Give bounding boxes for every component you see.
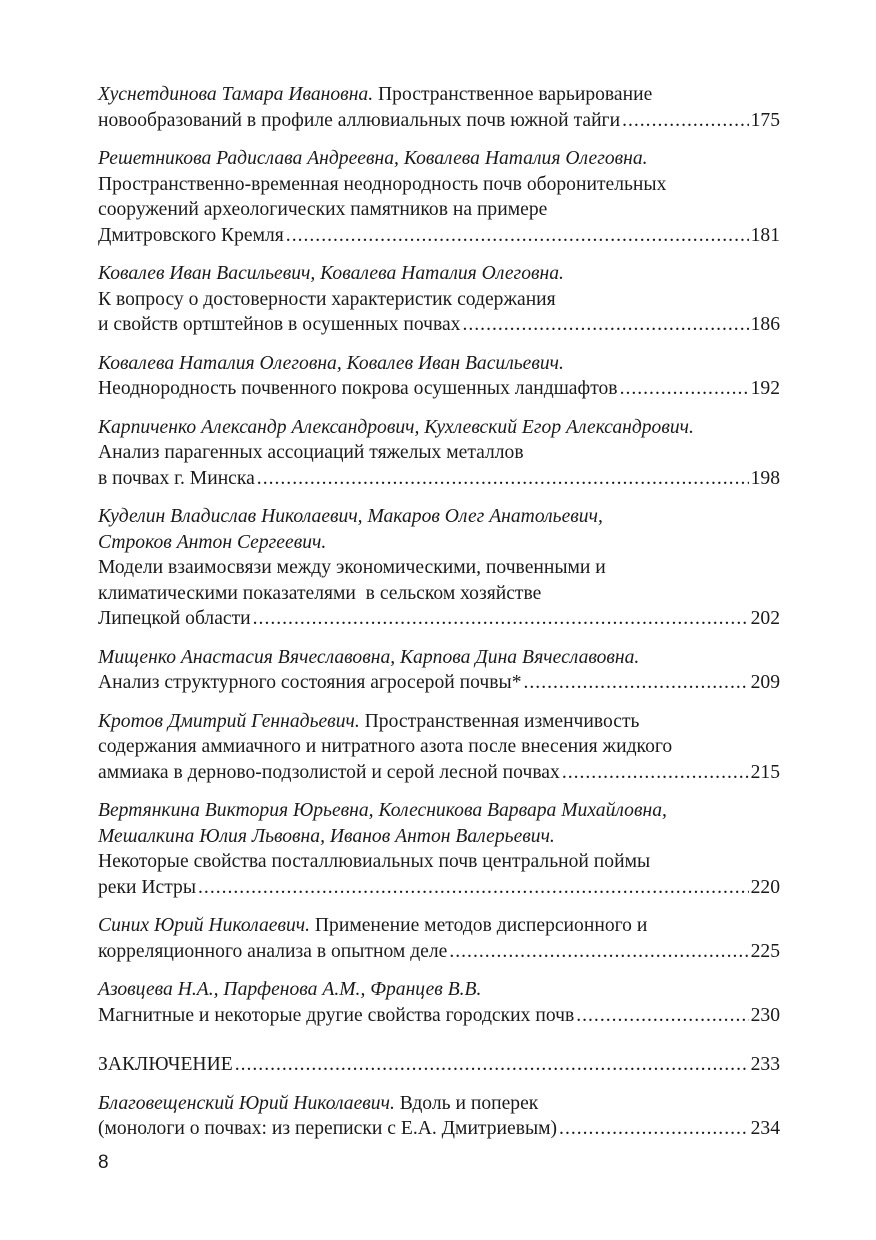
dot-leader [462, 312, 748, 338]
toc-entry-page: 215 [750, 761, 780, 783]
toc-entry-authors: Ковалева Наталия Олеговна, Ковалев Иван Васильевич. [98, 352, 564, 374]
toc-entry-authors: Вертянкина Виктория Юрьевна, Колесникова Варвара Михайловна, [98, 800, 667, 821]
toc-entry-page: 202 [750, 608, 780, 629]
toc-entry-title-end: новообразований в профиле аллювиальных почв южной тайги [98, 109, 621, 131]
toc-entry-title: климатическими показателями в сельском хозяйстве [98, 582, 542, 604]
toc-entry-authors: Благовещенский Юрий Николаевич. [98, 1092, 395, 1114]
toc-entry[interactable] [98, 1091, 780, 1142]
toc-entry[interactable] [98, 146, 780, 248]
dot-leader [257, 466, 749, 492]
toc-entry-title: Анализ парагенных ассоциаций тяжелых металлов [98, 442, 524, 463]
toc-entry[interactable] [98, 645, 780, 696]
toc-entry[interactable] [98, 82, 780, 133]
toc-entry-page: 181 [750, 224, 780, 246]
dot-leader [562, 760, 749, 786]
toc-entry-title-end: Липецкой области [98, 608, 251, 629]
toc-entry-authors: Решетникова Радислава Андреевна, Ковалева Наталия Олеговна. [98, 148, 648, 169]
table-of-contents [98, 82, 780, 1155]
toc-entry-page: 234 [750, 1118, 780, 1139]
toc-entry-title-end: Анализ структурного состояния агросерой почвы* [98, 672, 522, 693]
toc-entry[interactable] [98, 261, 780, 338]
dot-leader [286, 223, 749, 249]
toc-entry[interactable] [98, 709, 780, 786]
dot-leader [622, 108, 749, 134]
toc-entry-title: К вопросу о достоверности характеристик содержания [98, 288, 556, 310]
dot-leader [524, 670, 749, 696]
toc-entry-title: Вдоль и поперек [399, 1092, 539, 1114]
toc-entry-title-end: ЗАКЛЮЧЕНИЕ [98, 1054, 233, 1075]
toc-entry-authors: Хуснетдинова Тамара Ивановна. [98, 84, 374, 105]
toc-entry-title-end: и свойств ортштейнов в осушенных почвах [98, 314, 461, 335]
toc-entry-title: Применение методов дисперсионного и [314, 915, 648, 936]
toc-entry[interactable] [98, 415, 780, 492]
toc-entry[interactable] [98, 351, 780, 402]
page-number: 8 [98, 1152, 109, 1173]
dot-leader [449, 939, 748, 965]
dot-leader [576, 1003, 748, 1029]
toc-entry-authors: Мищенко Анастасия Вячеславовна, Карпова Дина Вячеславовна. [98, 646, 640, 668]
toc-entry-authors: Синих Юрий Николаевич. [98, 915, 310, 936]
toc-entry[interactable] [98, 798, 780, 900]
toc-entry-authors: Строков Антон Сергеевич. [98, 531, 327, 553]
toc-entry-page: 220 [750, 876, 780, 898]
toc-entry-page: 209 [750, 672, 780, 693]
toc-entry-authors: Кротов Дмитрий Геннадьевич. [98, 710, 360, 732]
toc-entry-page: 225 [750, 940, 780, 962]
toc-entry-title: Пространственное варьирование [378, 84, 653, 105]
toc-entry-title: Некоторые свойства посталлювиальных почв центральной поймы [98, 851, 651, 872]
toc-entry-title-end: реки Истры [98, 876, 197, 898]
toc-entry-authors: Мешалкина Юлия Львовна, Иванов Антон Валерьевич. [98, 825, 555, 847]
dot-leader [235, 1052, 749, 1078]
toc-entry-authors: Карпиченко Александр Александрович, Кухлевский Егор Александрович. [98, 416, 694, 438]
toc-entry-title-end: Неоднородность почвенного покрова осушенных ландшафтов [98, 378, 618, 399]
toc-entry-title-end: аммиака в дерново-подзолистой и серой лесной почвах [98, 761, 560, 783]
toc-entry-page: 233 [750, 1054, 780, 1075]
toc-entry-title: содержания аммиачного и нитратного азота после внесения жидкого [98, 736, 673, 757]
toc-entry-title: Пространственно-временная неоднородность почв оборонительных [98, 173, 667, 195]
toc-entry-title: Модели взаимосвязи между экономическими, почвенными и [98, 557, 606, 578]
toc-entry-title: сооружений археологических памятников на примере [98, 199, 548, 220]
toc-entry-title-end: Дмитровского Кремля [98, 224, 284, 246]
dot-leader [253, 606, 749, 632]
toc-entry-authors: Куделин Владислав Николаевич, Макаров Олег Анатольевич, [98, 506, 603, 527]
toc-entry-page: 175 [750, 109, 780, 131]
toc-entry-page: 186 [750, 314, 780, 335]
toc-entry[interactable] [98, 977, 780, 1028]
dot-leader [198, 875, 749, 901]
toc-entry[interactable] [98, 913, 780, 964]
toc-entry-title-end: Магнитные и некоторые другие свойства городских почв [98, 1004, 575, 1026]
dot-leader [559, 1116, 749, 1142]
toc-entry-page: 230 [750, 1004, 780, 1026]
toc-entry-title-end: (монологи о почвах: из переписки с Е.А. Дмитриевым) [98, 1118, 558, 1139]
toc-entry-authors: Ковалев Иван Васильевич, Ковалева Наталия Олеговна. [98, 263, 564, 284]
toc-entry[interactable] [98, 504, 780, 632]
toc-entry-authors: Азовцева Н.А., Парфенова А.М., Францев В.В. [98, 979, 482, 1000]
toc-entry-page: 192 [750, 378, 780, 399]
toc-entry-page: 198 [750, 467, 780, 489]
dot-leader [620, 376, 749, 402]
toc-entry-title: Пространственная изменчивость [364, 710, 640, 732]
toc-entry-conclusion[interactable] [98, 1052, 780, 1078]
toc-entry-title-end: корреляционного анализа в опытном деле [98, 940, 448, 962]
toc-entry-title-end: в почвах г. Минска [98, 467, 255, 489]
